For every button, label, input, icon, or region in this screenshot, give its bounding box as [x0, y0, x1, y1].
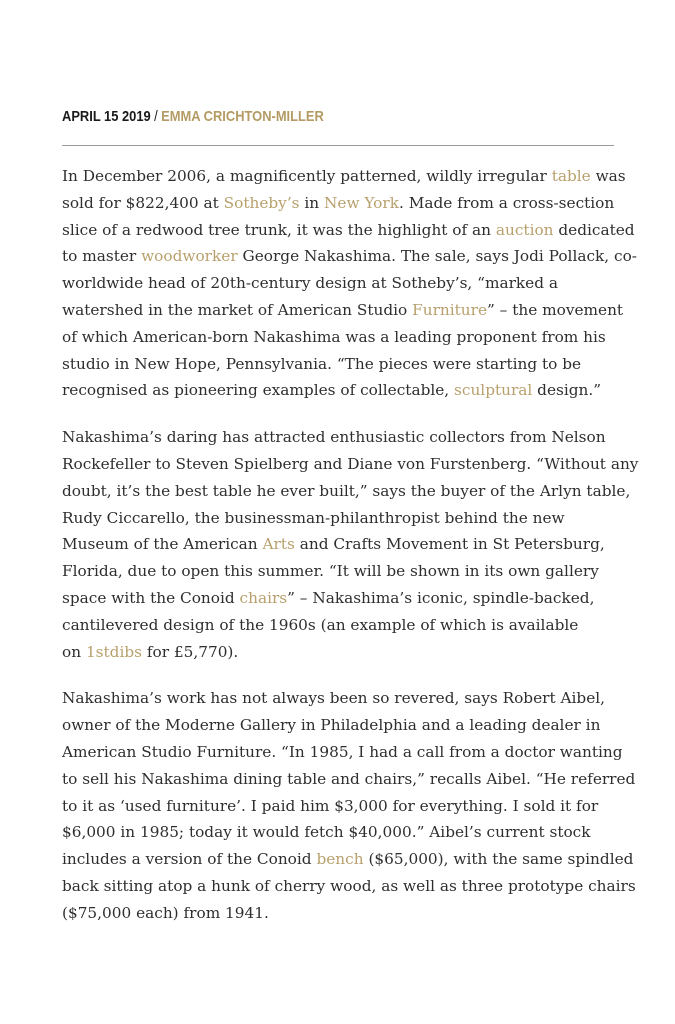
- text-line: [62, 846, 634, 873]
- inline-link[interactable]: chairs: [239, 588, 288, 607]
- byline: [62, 108, 324, 125]
- text-line: [62, 900, 622, 927]
- text-segment: back sitting atop a hunk of cherry wood, as well as three prototype chairs: [62, 876, 636, 895]
- text-segment: ($75,000 each) from 1941.: [62, 903, 269, 922]
- text-line: [62, 377, 622, 404]
- text-line: [62, 163, 626, 190]
- inline-link[interactable]: Furniture: [412, 300, 487, 319]
- text-segment: doubt, it’s the best table he ever built,” says the buyer of the Arlyn table,: [62, 481, 631, 500]
- text-line: [62, 612, 622, 639]
- text-segment: Rudy Ciccarello, the businessman-philanthropist behind the new: [62, 508, 565, 527]
- text-line: [62, 585, 622, 612]
- text-segment: ” – the movement: [487, 300, 624, 319]
- text-segment: Florida, due to open this summer. “It will be shown in its own gallery: [62, 562, 599, 581]
- inline-link[interactable]: Sotheby’s: [223, 193, 300, 212]
- text-segment: slice of a redwood tree trunk, it was the highlight of an: [62, 220, 496, 239]
- text-segment: In December 2006, a magnificently patterned, wildly irregular: [62, 167, 552, 185]
- inline-link[interactable]: Arts: [262, 535, 295, 554]
- text-segment: worldwide head of 20th-century design at Sotheby’s, “marked a: [62, 274, 559, 293]
- text-line: [62, 873, 636, 900]
- inline-link[interactable]: auction: [495, 220, 554, 239]
- inline-link[interactable]: woodworker: [141, 247, 238, 266]
- text-line: [62, 324, 622, 351]
- text-segment: Nakashima’s work has not always been so revered, says Robert Aibel,: [62, 689, 606, 708]
- article-body: [62, 163, 639, 947]
- text-line: [62, 766, 636, 793]
- text-segment: ($65,000), with the same spindled: [363, 850, 634, 869]
- text-segment: on: [62, 642, 86, 661]
- text-segment: cantilevered design of the 1960s (an example of which is available: [62, 615, 579, 634]
- text-segment: recognised as pioneering examples of collectable,: [62, 381, 455, 400]
- text-line: [62, 451, 639, 478]
- text-segment: was: [590, 167, 626, 185]
- inline-link[interactable]: sculptural: [454, 381, 533, 400]
- text-line: [62, 739, 622, 766]
- paragraph: [62, 424, 639, 665]
- text-segment: dedicated: [553, 220, 635, 239]
- author-link[interactable]: EMMA CRICHTON-MILLER: [161, 108, 324, 125]
- text-line: [62, 639, 622, 666]
- paragraph: [62, 163, 637, 404]
- text-segment: to sell his Nakashima dining table and chairs,” recalls Aibel. “He referred: [62, 769, 636, 788]
- text-segment: American Studio Furniture. “In 1985, I had a call from a doctor wanting: [62, 742, 623, 761]
- text-segment: Nakashima’s daring has attracted enthusiastic collectors from Nelson: [62, 428, 606, 447]
- byline-separator: /: [154, 108, 158, 125]
- text-line: [62, 793, 622, 820]
- text-line: [62, 685, 622, 712]
- text-line: [62, 505, 622, 532]
- text-segment: space with the Conoid: [62, 588, 240, 607]
- text-segment: studio in New Hope, Pennsylvania. “The pieces were starting to be: [62, 354, 582, 373]
- text-line: [62, 351, 622, 378]
- text-line: [62, 819, 622, 846]
- divider: [62, 145, 614, 146]
- paragraph: [62, 685, 636, 926]
- text-segment: design.”: [532, 381, 602, 400]
- text-segment: watershed in the market of American Studio: [62, 300, 413, 319]
- text-line: [62, 478, 631, 505]
- text-line: [62, 531, 622, 558]
- text-line: [62, 297, 622, 324]
- text-line: [62, 424, 622, 451]
- text-segment: sold for $822,400 at: [62, 193, 224, 212]
- text-segment: George Nakashima. The sale, says Jodi Pollack, co-: [237, 247, 637, 266]
- text-segment: . Made from a cross-section: [398, 193, 615, 212]
- inline-link[interactable]: New York: [324, 193, 399, 212]
- text-segment: Rockefeller to Steven Spielberg and Diane von Furstenberg. “Without any: [62, 454, 639, 473]
- text-line: [62, 558, 622, 585]
- text-segment: to master: [62, 247, 142, 266]
- text-line: [62, 217, 635, 244]
- inline-link[interactable]: bench: [316, 850, 364, 869]
- inline-link[interactable]: table: [551, 167, 591, 185]
- text-line: [62, 243, 637, 270]
- text-segment: of which American-born Nakashima was a leading proponent from his: [62, 327, 606, 346]
- text-segment: to it as ‘used furniture’. I paid him $3,000 for everything. I sold it for: [62, 796, 599, 815]
- text-segment: in: [299, 193, 325, 212]
- text-segment: for £5,770).: [142, 642, 239, 661]
- publish-date: APRIL 15 2019: [62, 108, 151, 125]
- text-line: [62, 712, 622, 739]
- text-line: [62, 270, 622, 297]
- text-line: [62, 190, 622, 217]
- text-segment: ” – Nakashima’s iconic, spindle-backed,: [287, 588, 595, 607]
- text-segment: $6,000 in 1985; today it would fetch $40,000.” Aibel’s current stock: [62, 823, 591, 842]
- text-segment: Museum of the American: [62, 535, 263, 554]
- inline-link[interactable]: 1stdibs: [85, 642, 142, 661]
- text-segment: and Crafts Movement in St Petersburg,: [294, 535, 605, 554]
- text-segment: owner of the Moderne Gallery in Philadelphia and a leading dealer in: [62, 716, 601, 735]
- text-segment: includes a version of the Conoid: [62, 850, 317, 869]
